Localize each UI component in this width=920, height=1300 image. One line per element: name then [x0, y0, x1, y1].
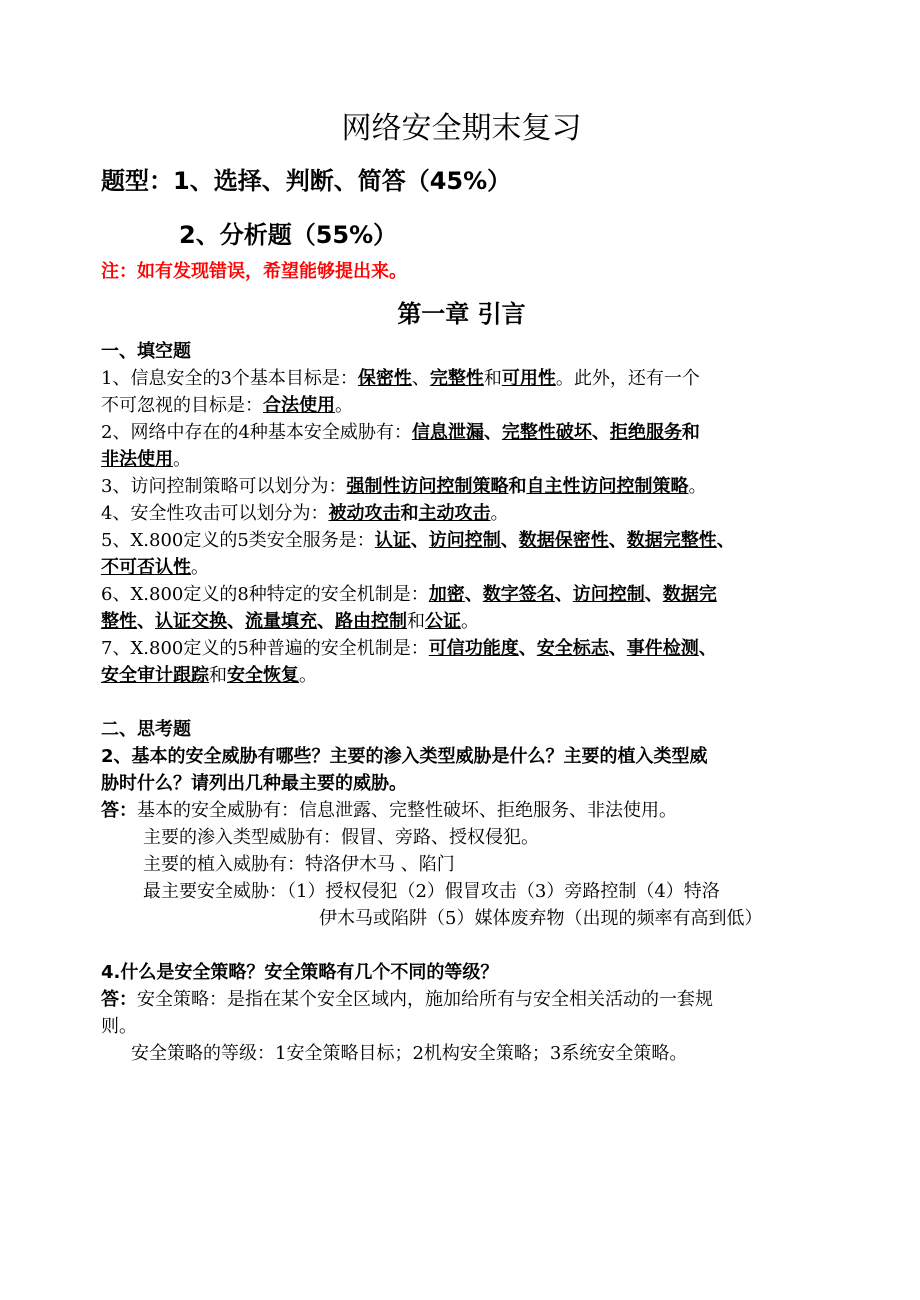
text: 。此外，还有一个 [555, 368, 700, 389]
section-heading-thinking: 二、思考题 [101, 719, 191, 740]
fill-in-q6-line1 [101, 581, 822, 608]
text: 、 [464, 584, 483, 605]
text: 、 [591, 422, 610, 443]
answer: 可用性 [501, 368, 556, 389]
fill-in-q5-line1 [101, 527, 822, 554]
thinking-q4-question: 4.什么是安全策略？安全策略有几个不同的等级？ [101, 962, 499, 983]
fill-in-q2-line2 [101, 446, 822, 473]
answer: 信息泄漏 [411, 422, 484, 443]
answer-label: 答： [101, 800, 137, 821]
thinking-q2-question-line2: 胁时什么？请列出几种最主要的威胁。 [101, 773, 407, 794]
text: 、 [644, 584, 663, 605]
text: 、 [410, 530, 429, 551]
answer: 完整性破坏 [501, 422, 592, 443]
text: 和 [508, 476, 527, 497]
text: 、 [608, 638, 627, 659]
question-type-line-2: 2、分析题（55%） [179, 221, 398, 249]
text: 、 [227, 611, 245, 632]
text: 7、X.800定义的5种普遍的安全机制是： [101, 638, 429, 659]
answer: 认证交换 [155, 611, 227, 632]
text: 、 [411, 368, 430, 389]
answer: 拒绝服务 [609, 422, 682, 443]
thinking-q2-answer-line1 [101, 797, 822, 824]
answer-label: 答： [101, 989, 137, 1010]
answer: 访问控制 [428, 530, 501, 551]
answer: 认证 [374, 530, 411, 551]
text: 5、X.800定义的5类安全服务是： [101, 530, 375, 551]
text: 。 [191, 557, 209, 578]
text: 和 [681, 422, 700, 443]
text: 和 [483, 368, 502, 389]
fill-in-q7-line1 [101, 635, 822, 662]
text: 基本的安全威胁有：信息泄露、完整性破坏、拒绝服务、非法使用。 [137, 800, 677, 821]
answer: 整性 [101, 611, 137, 632]
text: 、 [137, 611, 155, 632]
answer: 非法使用 [101, 449, 173, 470]
answer: 安全审计跟踪 [101, 665, 209, 686]
answer: 加密 [428, 584, 465, 605]
answer: 强制性访问控制策略 [346, 476, 509, 497]
answer: 数字签名 [482, 584, 555, 605]
text: 2、网络中存在的4种基本安全威胁有： [101, 422, 412, 443]
section-heading-fill-in: 一、填空题 [101, 341, 191, 362]
fill-in-q7-line2 [101, 662, 822, 689]
text: 3、访问控制策略可以划分为： [101, 476, 347, 497]
answer: 访问控制 [572, 584, 645, 605]
thinking-q2-question-line1: 2、基本的安全威胁有哪些？主要的渗入类型威胁是什么？主要的植入类型威 [101, 746, 708, 767]
text: 和 [407, 611, 425, 632]
answer: 公证 [425, 611, 461, 632]
spacer [101, 932, 822, 959]
fill-in-q5-line2 [101, 554, 822, 581]
answer: 数据完整性 [626, 530, 717, 551]
error-note: 注：如有发现错误，希望能够提出来。 [101, 261, 407, 282]
answer: 安全恢复 [227, 665, 299, 686]
answer: 安全标志 [536, 638, 609, 659]
answer: 数据保密性 [518, 530, 609, 551]
text: 、 [608, 530, 627, 551]
text: 和 [400, 503, 419, 524]
answer: 事件检测 [626, 638, 699, 659]
text: 、 [698, 638, 717, 659]
text: 。 [173, 449, 191, 470]
text: 4、安全性攻击可以划分为： [101, 503, 329, 524]
text: 不可忽视的目标是： [101, 395, 263, 416]
text: 、 [716, 530, 735, 551]
fill-in-q4 [101, 500, 822, 527]
text: 安全策略：是指在某个安全区域内，施加给所有与安全相关活动的一套规 [137, 989, 713, 1010]
question-type-line-1: 题型：1、选择、判断、简答（45%） [101, 167, 512, 195]
answer: 路由控制 [335, 611, 407, 632]
text: 。 [490, 503, 509, 524]
fill-in-q1-line2 [101, 392, 822, 419]
thinking-q2-answer-line5: 伊木马或陷阱（5）媒体废弃物（出现的频率有高到低） [319, 908, 763, 929]
text: 。 [688, 476, 707, 497]
answer: 数据完 [662, 584, 717, 605]
text: 1、信息安全的3个基本目标是： [101, 368, 358, 389]
answer: 主动攻击 [418, 503, 491, 524]
thinking-q4-answer-line2: 则。 [101, 1016, 137, 1037]
fill-in-q3 [101, 473, 822, 500]
text: 、 [317, 611, 335, 632]
fill-in-q6-line2 [101, 608, 822, 635]
document-title: 网络安全期末复习 [341, 111, 582, 146]
text: 、 [500, 530, 519, 551]
text: 。 [335, 395, 353, 416]
fill-in-q2-line1 [101, 419, 822, 446]
thinking-q4-answer-line1 [101, 986, 822, 1013]
thinking-q4-answer-line3: 安全策略的等级：1安全策略目标；2机构安全策略；3系统安全策略。 [131, 1043, 688, 1064]
text: 和 [209, 665, 227, 686]
text: 、 [518, 638, 537, 659]
spacer [101, 689, 822, 716]
thinking-q2-answer-line3: 主要的植入威胁有：特洛伊木马 、陷门 [143, 854, 455, 875]
text: 、 [554, 584, 573, 605]
fill-in-q1-line1 [101, 365, 822, 392]
answer: 被动攻击 [328, 503, 401, 524]
answer: 自主性访问控制策略 [526, 476, 689, 497]
answer: 合法使用 [263, 395, 335, 416]
answer: 完整性 [429, 368, 484, 389]
text: 、 [483, 422, 502, 443]
thinking-q2-answer-line4: 最主要安全威胁：（1）授权侵犯（2）假冒攻击（3）旁路控制（4）特洛 [143, 881, 720, 902]
thinking-q2-answer-line2: 主要的渗入类型威胁有：假冒、旁路、授权侵犯。 [143, 827, 539, 848]
text: 。 [299, 665, 317, 686]
text: 。 [461, 611, 479, 632]
chapter-heading: 第一章 引言 [397, 300, 526, 328]
answer: 不可否认性 [101, 557, 191, 578]
answer: 可信功能度 [428, 638, 519, 659]
answer: 保密性 [357, 368, 412, 389]
text: 6、X.800定义的8种特定的安全机制是： [101, 584, 429, 605]
answer: 流量填充 [245, 611, 317, 632]
